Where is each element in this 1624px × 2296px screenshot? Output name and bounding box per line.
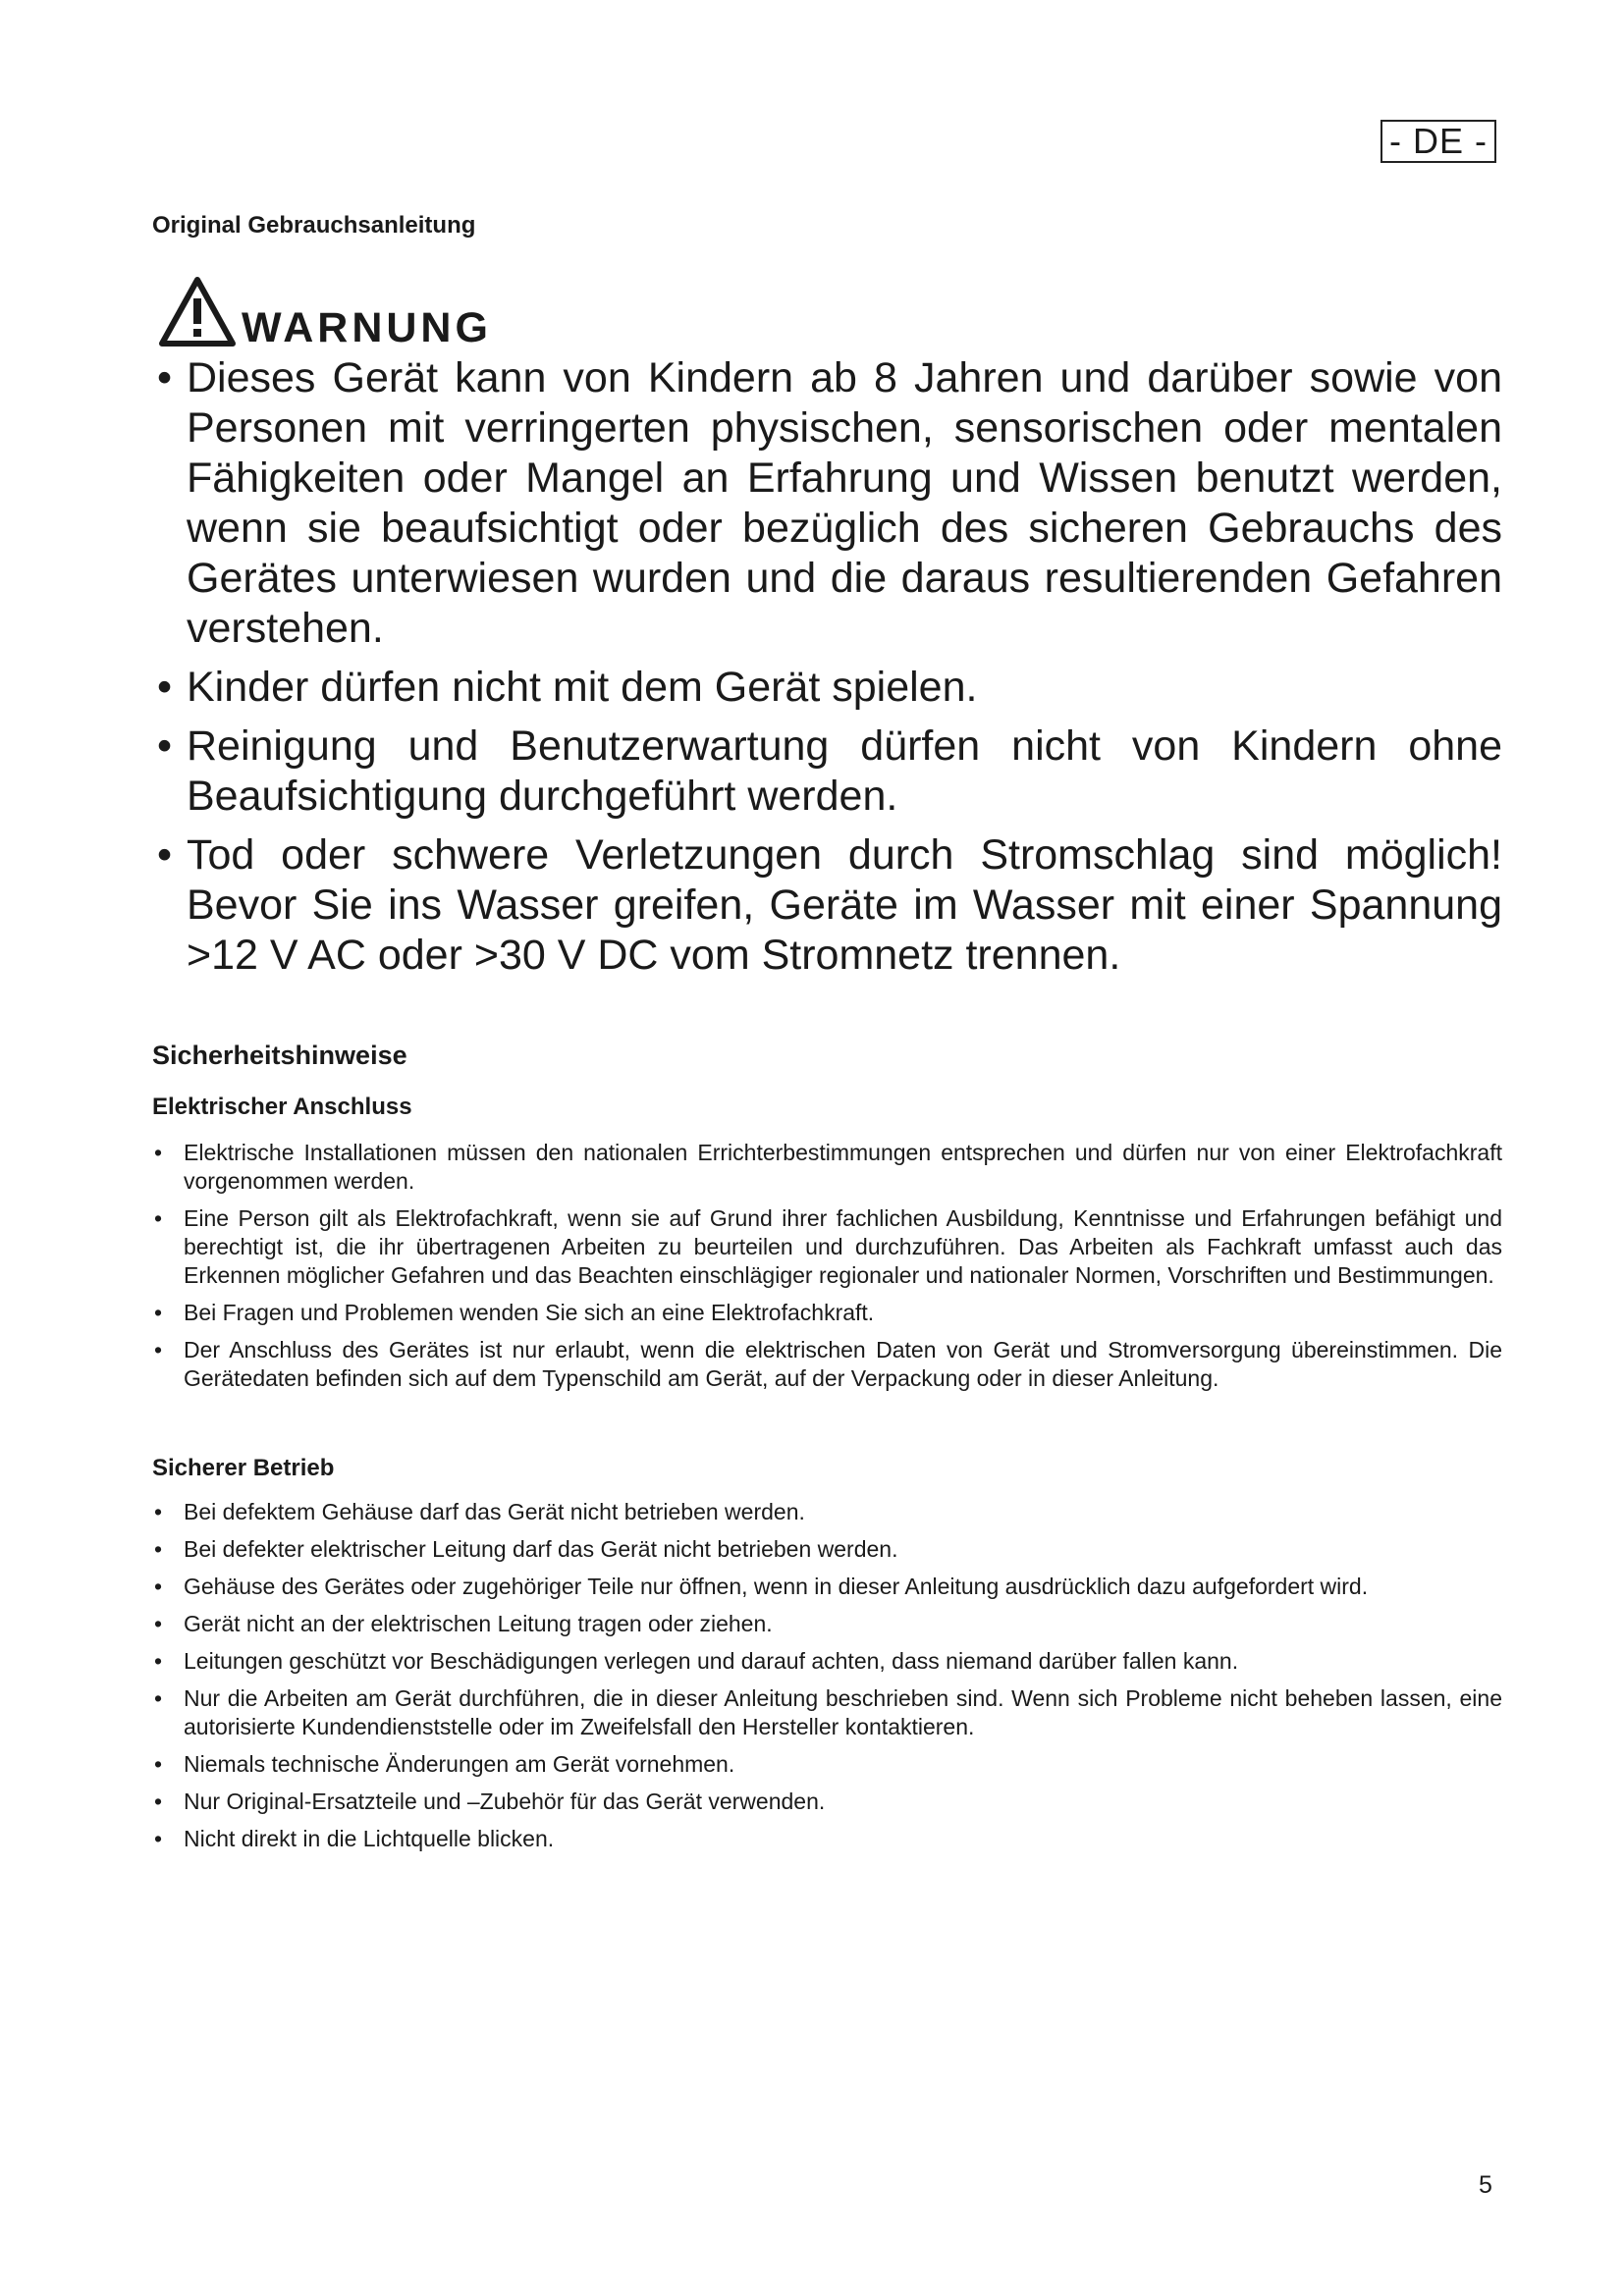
warning-triangle-icon xyxy=(157,275,238,349)
warning-heading xyxy=(157,275,492,349)
list-item: • Bei defekter elektrischer Leitung darf das Gerät nicht betrieben werden. xyxy=(152,1535,1502,1564)
page-number: 5 xyxy=(1479,2171,1492,2199)
safety-section-title: Sicherheitshinweise xyxy=(152,1041,407,1070)
list-item: • Nicht direkt in die Lichtquelle blicken. xyxy=(152,1825,1502,1853)
warning-item: • Kinder dürfen nicht mit dem Gerät spielen. xyxy=(157,663,1502,713)
electrical-connection-list xyxy=(152,1139,1502,1402)
list-item: • Bei Fragen und Problemen wenden Sie sich an eine Elektrofachkraft. xyxy=(152,1299,1502,1327)
list-item: • Elektrische Installationen müssen den nationalen Errichterbestimmungen entsprechen und dürfen nur von einer Elektrofachkraft vorgenommen werden. xyxy=(152,1139,1502,1196)
list-item: • Gehäuse des Gerätes oder zugehöriger Teile nur öffnen, wenn in dieser Anleitung ausdrücklich dazu aufgefordert wird. xyxy=(152,1573,1502,1601)
list-item: • Niemals technische Änderungen am Gerät vornehmen. xyxy=(152,1750,1502,1779)
list-item: • Leitungen geschützt vor Beschädigungen verlegen und darauf achten, dass niemand darüber fallen kann. xyxy=(152,1647,1502,1676)
language-tag: - DE - xyxy=(1380,120,1496,163)
list-item: • Gerät nicht an der elektrischen Leitung tragen oder ziehen. xyxy=(152,1610,1502,1638)
warning-list xyxy=(157,353,1502,989)
document-title: Original Gebrauchsanleitung xyxy=(152,212,476,239)
list-item: • Nur Original-Ersatzteile und –Zubehör für das Gerät verwenden. xyxy=(152,1788,1502,1816)
electrical-connection-title: Elektrischer Anschluss xyxy=(152,1094,412,1120)
warning-item: • Dieses Gerät kann von Kindern ab 8 Jahren und darüber sowie von Personen mit verringerten physischen, sensorischen oder mentalen Fähigkeiten oder Mangel an Erfahrung und Wissen benutzt werden, wenn sie beaufsichtigt oder bezüglich des sicheren Gebrauchs des Gerätes unterwiesen wurden und die daraus resultierenden Gefahren verstehen. xyxy=(157,353,1502,654)
list-item: • Der Anschluss des Gerätes ist nur erlaubt, wenn die elektrischen Daten von Gerät und Stromversorgung übereinstimmen. Die Gerätedaten befinden sich auf dem Typenschild am Gerät, auf der Verpackung oder in dieser Anleitung. xyxy=(152,1336,1502,1393)
list-item: • Bei defektem Gehäuse darf das Gerät nicht betrieben werden. xyxy=(152,1498,1502,1526)
safe-operation-list xyxy=(152,1498,1502,1862)
safe-operation-title: Sicherer Betrieb xyxy=(152,1455,335,1481)
warning-item: • Tod oder schwere Verletzungen durch Stromschlag sind möglich! Bevor Sie ins Wasser greifen, Geräte im Wasser mit einer Spannung >12 V AC oder >30 V DC vom Stromnetz trennen. xyxy=(157,830,1502,981)
warning-item: • Reinigung und Benutzerwartung dürfen nicht von Kindern ohne Beaufsichtigung durchgeführt werden. xyxy=(157,721,1502,822)
list-item: • Eine Person gilt als Elektrofachkraft, wenn sie auf Grund ihrer fachlichen Ausbildung, Kenntnisse und Erfahrungen befähigt und berechtigt ist, die ihr übertragenen Arbeiten zu beurteilen und durchzuführen. Das Arbeiten als Fachkraft umfasst auch das Erkennen möglicher Gefahren und das Beachten einschlägiger regionaler und nationaler Normen, Vorschriften und Bestimmungen. xyxy=(152,1204,1502,1290)
warning-label: WARNUNG xyxy=(242,304,492,351)
list-item: • Nur die Arbeiten am Gerät durchführen, die in dieser Anleitung beschrieben sind. Wenn sich Probleme nicht beheben lassen, eine autorisierte Kundendienststelle oder im Zweifelsfall den Hersteller kontaktieren. xyxy=(152,1684,1502,1741)
